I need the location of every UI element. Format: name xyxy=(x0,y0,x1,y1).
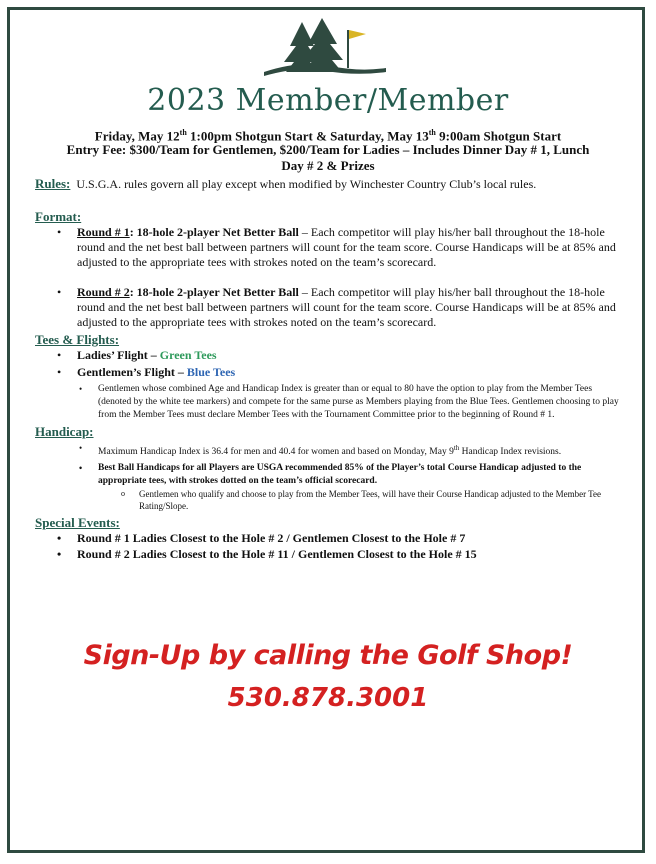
phone-number: 530.878.3001 xyxy=(227,683,429,713)
signup-callout: Sign-Up by calling the Golf Shop! xyxy=(83,640,573,671)
ladies-flight: • Ladies’ Flight – Green Tees xyxy=(35,348,625,363)
entry-fee: Entry Fee: $300/Team for Gentlemen, $200/Team for Ladies – Includes Dinner Day # 1, Lunch xyxy=(66,142,590,157)
format-heading: Format: xyxy=(35,209,82,224)
special-heading: Special Events: xyxy=(35,515,120,531)
page-title: 2023 Member/Member xyxy=(147,83,509,118)
round-2-item: • Round # 2: 18-hole 2-player Net Better Ball – Each competitor will play his/her ball throughout the 18-hole round and the net best ball between partners will count for the team score. Course Handicaps will be at 85% and adjusted to the appropriate tees with strokes noted on the team’s scorecard. xyxy=(35,285,625,330)
handicap-best-ball: • Best Ball Handicaps for all Players are USGA recommended 85% of the Player’s total Course Handicap adjusted to the appropriate tees, with strokes dotted on the team’s official scorecard. xyxy=(35,462,625,488)
rules-body xyxy=(35,176,625,562)
entry-fee-cont: Day # 2 & Prizes xyxy=(281,158,375,173)
handicap-max: • Maximum Handicap Index is 36.4 for men and 40.4 for women and based on Monday, May 9th Handicap Index revisions. xyxy=(35,442,625,459)
rules-heading: Rules: xyxy=(35,176,71,191)
gentlemen-flight: • Gentlemen’s Flight – Blue Tees xyxy=(35,365,625,380)
special-event-1: • Round # 1 Ladies Closest to the Hole # 2 / Gentlemen Closest to the Hole # 7 xyxy=(35,531,625,546)
handicap-heading: Handicap: xyxy=(35,424,94,439)
member-tees-note: • Gentlemen whose combined Age and Handicap Index is greater than or equal to 80 have the option to play from the Member Tees (denoted by the white tee markers) and compete for the same purse as Members playing from the Blue Tees. Gentlemen choosing to play from the Member Tees must declare Member Tees with the Tournament Committee prior to the beginning of Round # 1. xyxy=(35,383,625,422)
handicap-member-tees: o Gentlemen who qualify and choose to play from the Member Tees, will have their Course Handicap adjusted to the Member Tee Rating/Slope. xyxy=(35,488,625,512)
tees-heading: Tees & Flights: xyxy=(35,332,120,347)
round-1-item: • Round # 1: 18-hole 2-player Net Better Ball – Each competitor will play his/her ball throughout the 18-hole round and the net best ball between partners will count for the team score. Course Handicaps will be at 85% and adjusted to the appropriate tees with strokes noted on the team’s scorecard. xyxy=(35,225,625,270)
pine-trees-golf-flag-icon xyxy=(260,16,390,80)
event-dates: Friday, May 12th 1:00pm Shotgun Start & Saturday, May 13th 9:00am Shotgun Start xyxy=(94,128,562,144)
rules-line: Rules: U.S.G.A. rules govern all play except when modified by Winchester Country Club’s local rules. xyxy=(35,176,537,191)
special-event-2: • Round # 2 Ladies Closest to the Hole # 11 / Gentlemen Closest to the Hole # 15 xyxy=(35,547,625,562)
